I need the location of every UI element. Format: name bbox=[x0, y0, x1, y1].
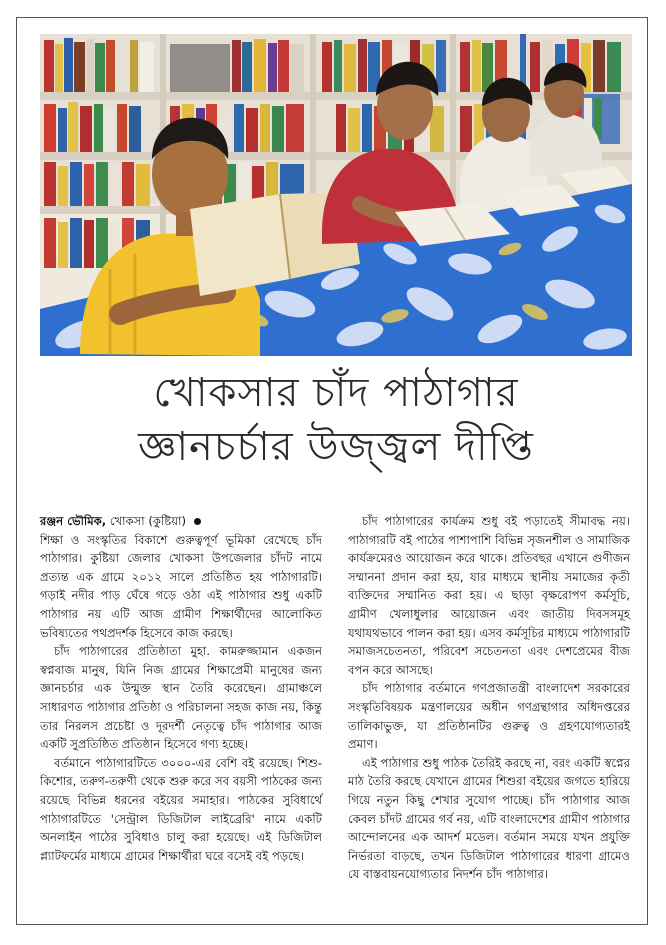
byline-paragraph bbox=[40, 512, 322, 531]
byline-location: খোকসা (কুষ্টিয়া) bbox=[109, 514, 186, 528]
bullet-icon bbox=[194, 518, 201, 525]
article-left-column bbox=[40, 512, 322, 865]
article-paragraph: এই পাঠাগার শুধু পাঠক তৈরিই করছে না, বরং একটি স্বপ্নের মাঠ তৈরি করছে যেখানে গ্রামের শিশুরা বইয়ের জগতে হারিয়ে গিয়ে নতুন কিছু শেখার সুযোগ পাচ্ছে। চাঁদ পাঠাগার আজ কেবল চাঁদট গ্রামের গর্ব নয়, এটি বাংলাদেশের গ্রামীণ পাঠাগার আন্দোলনের এক আদর্শ মডেল। বর্তমান সময়ে যখন প্রযুক্তি নির্ভরতা বাড়ছে, তখন ডিজিটাল পাঠাগারের ধারণা গ্রামেও যে বাস্তবায়নযোগ্যতার নিদর্শন চাঁদ পাঠাগার। bbox=[348, 755, 630, 882]
article-paragraph: চাঁদ পাঠাগারের কার্যক্রম শুধু বই পড়াতেই সীমাবদ্ধ নয়। পাঠাগারটি বই পাঠের পাশাপাশি বিভিন্ন সৃজনশীল ও সামাজিক কার্যক্রমেরও আয়োজন করে থাকে। প্রতিবছর এখানে গুণীজন সম্মাননা প্রদান করা হয়, যার মাধ্যমে স্থানীয় সমাজের কৃতী ব্যক্তিদের সম্মানিত করা হয়। এ ছাড়া বৃক্ষরোপণ কর্মসূচি, গ্রামীণ খেলাধুলার আয়োজন এবং জাতীয় দিবসসমূহ যথাযথভাবে পালন করা হয়। এসব কর্মসূচির মাধ্যমে পাঠাগারটি সমাজসচেতনতা, পরিবেশ সচেতনতা এবং দেশপ্রেমের বীজ বপন করে আসছে। bbox=[348, 514, 630, 677]
article-paragraph: শিক্ষা ও সংস্কৃতির বিকাশে গুরুত্বপূর্ণ ভূমিকা রেখেছে চাঁদ পাঠাগার। কুষ্টিয়া জেলার খোকসা উপজেলার চাঁদট নামে প্রত্যন্ত এক গ্রামে ২০১২ সালে প্রতিষ্ঠিত হয় পাঠাগারটি। গড়াই নদীর পাড় ঘেঁষে গড়ে ওঠা এই পাঠাগার শুধু একটি পাঠাগার নয় এটি আজ গ্রামীণ শিক্ষার্থীদের আলোকিত ভবিষ্যতের পথপ্রদর্শক হিসেবে কাজ করছে। bbox=[40, 532, 322, 640]
article-paragraph: বর্তমানে পাঠাগারটিতে ৩০০০-এর বেশি বই রয়েছে। শিশু-কিশোর, তরুণ-তরুণী থেকে শুরু করে সব বয়সী পাঠকের জন্য রয়েছে বিভিন্ন ধরনের বইয়ের সমাহার। পাঠকের সুবিধার্থে পাঠাগারটিতে 'সেন্ট্রাল ডিজিটাল লাইব্রেরি' নামে একটি অনলাইন পাঠের সুবিধাও চালু করা হয়েছে। এই ডিজিটাল প্ল্যাটফর্মের মাধ্যমে গ্রামের শিক্ষার্থীরা ঘরে বসেই বই পড়ছে। bbox=[40, 755, 322, 863]
headline-line-1: খোকসার চাঁদ পাঠাগার bbox=[153, 370, 519, 416]
library-photo bbox=[40, 34, 632, 356]
article-paragraph: চাঁদ পাঠাগার বর্তমানে গণপ্রজাতন্ত্রী বাংলাদেশ সরকারের সংস্কৃতিবিষয়ক মন্ত্রণালয়ের অধীন গণগ্রন্থাগার অধিদপ্তরের তালিকাভুক্ত, যা প্রতিষ্ঠানটির গুরুত্ব ও গ্রহণযোগ্যতারই প্রমাণ। bbox=[348, 681, 630, 752]
headline bbox=[40, 366, 632, 474]
article-paragraph: চাঁদ পাঠাগারের প্রতিষ্ঠাতা মুহা. কামরুজ্জামান একজন স্বপ্নবাজ মানুষ, যিনি নিজ গ্রামের শিক্ষাপ্রেমী মানুষের জন্য জ্ঞানচর্চার এক উন্মুক্ত স্থান তৈরি করেছেন। গ্রামাঞ্চলে সাধারণত পাঠাগার প্রতিষ্ঠা ও পরিচালনা সহজ কাজ নয়, কিন্তু তার নিরলস প্রচেষ্টা ও দূরদর্শী নেতৃত্বে চাঁদ পাঠাগার আজ একটি সুপ্রতিষ্ঠিত প্রতিষ্ঠান হিসেবে গণ্য হচ্ছে। bbox=[40, 644, 322, 752]
headline-line-2: জ্ঞানচর্চার উজ্জ্বল দীপ্তি bbox=[138, 424, 534, 470]
byline-name: রঞ্জন ভৌমিক, bbox=[40, 514, 107, 528]
article-right-column bbox=[348, 512, 630, 884]
